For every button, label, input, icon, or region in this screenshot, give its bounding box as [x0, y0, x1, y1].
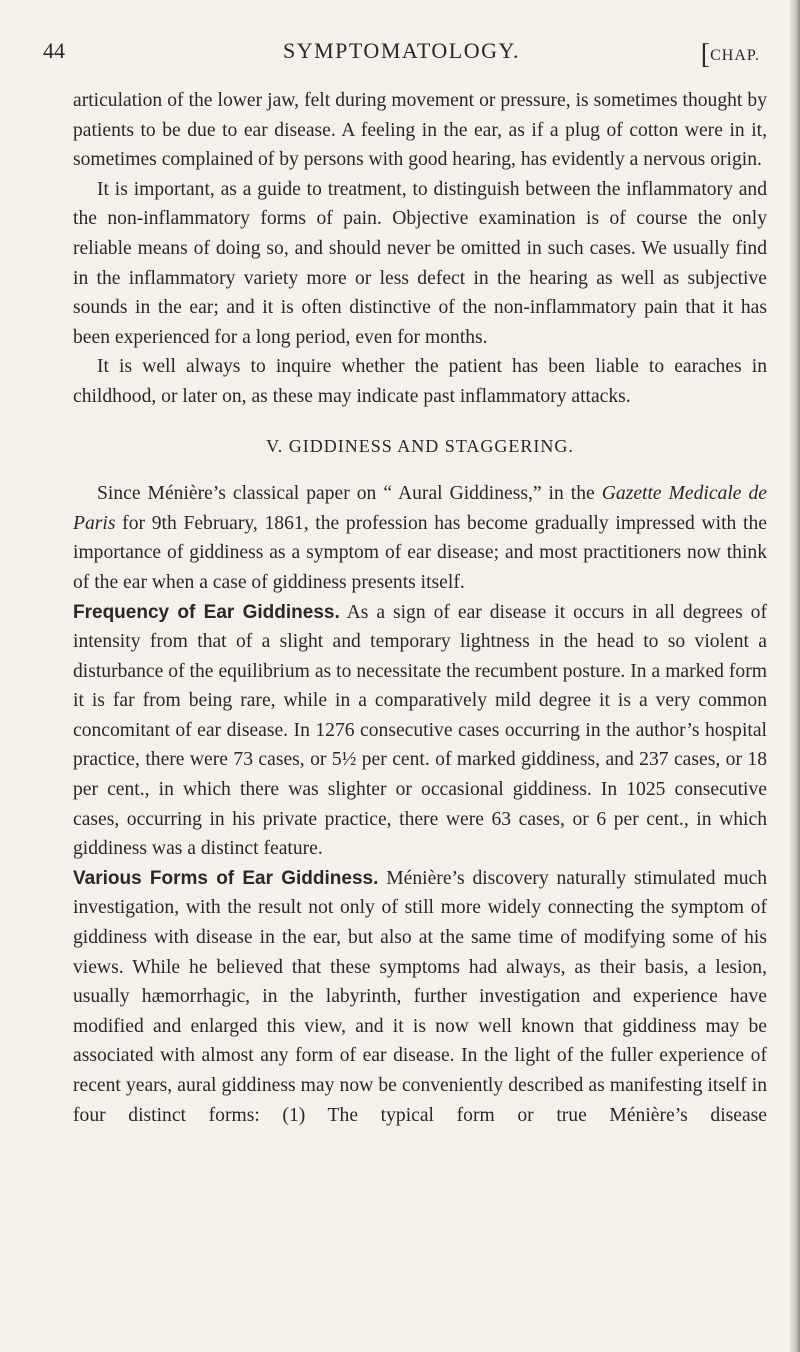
frequency-text: As a sign of ear disease it occurs in all degrees of intensity from that of a slight and temporary lightness in the head to so violent a disturbance of the equilibrium as to necessitate the recumbent posture. In a marked form it is far from being rare, while in a comparatively mild degree it is a very common concomitant of ear disease. In 1276 consecutive cases occurring in the author’s hospital practice, there were 73 cases, or 5½ per cent. of marked giddiness, and 237 cases, or 18 per cent., in which there was slighter or occasional giddiness. In 1025 consecutive cases, occurring in his private practice, there were 63 cases, or 6 per cent., in which giddiness was a distinct feature.: [73, 601, 767, 860]
running-title: SYMPTOMATOLOGY.: [282, 38, 521, 63]
section-heading: V. GIDDINESS AND STAGGERING.: [266, 435, 574, 456]
paragraph-earaches: It is well always to inquire whether the patient has been liable to earaches in childhood, or later on, as these may indicate past inflammatory attacks.: [73, 356, 767, 407]
journal-title: Gazette Medicale de Paris: [73, 483, 767, 534]
intro-text-1: Since Ménière’s classical paper on “ Aural Giddiness,” in the: [97, 483, 602, 505]
paragraph-frequency: [73, 598, 767, 864]
side-heading-frequency: Frequency of Ear Giddiness.: [73, 601, 340, 623]
page-header: [43, 38, 760, 68]
chapter-marker: [701, 36, 760, 68]
page-body: [73, 86, 767, 1130]
paragraph-pain-forms: It is important, as a guide to treatment, to distinguish between the inflammatory and the non-inflammatory forms of pain. Objective examination is of course the only reliable means of doing so, and should never be omitted in such cases. We usually find in the inflammatory variety more or less defect in the hearing as well as subjective sounds in the ear; and it is often distinctive of the non-inflammatory pain that it has been experienced for a long period, even for months.: [73, 178, 767, 348]
chapter-bracket: [: [700, 39, 711, 70]
intro-text-2: for 9th February, 1861, the profession has become gradually impressed with the importance of giddiness as a symptom of ear disease; and most practitioners now think of the ear when a case of giddiness presents itself.: [73, 512, 767, 593]
paragraph-meniere-intro: [73, 479, 767, 597]
side-heading-forms: Various Forms of Ear Giddiness.: [73, 867, 379, 889]
page-edge-shadow: [790, 0, 800, 1352]
chapter-label: CHAP.: [710, 47, 760, 64]
page-number: 44: [43, 38, 65, 63]
paragraph-continuation: articulation of the lower jaw, felt during movement or pressure, is sometimes thought by patients to be due to ear disease. A feeling in the ear, as if a plug of cotton were in it, sometimes complained of by persons with good hearing, has evidently a nervous origin.: [73, 90, 767, 171]
paragraph-forms: [73, 864, 767, 1130]
forms-text: Ménière’s discovery naturally stimulated much investigation, with the result not only of still more widely connecting the symptom of giddiness with disease in the ear, but also at the same time of modifying some of his views. While he believed that these symptoms had always, as their basis, a lesion, usually hæmorrhagic, in the labyrinth, further investigation and experience have modified and enlarged this view, and it is now well known that giddiness may be associated with almost any form of ear disease. In the light of the fuller experience of recent years, aural giddiness may now be conveniently described as manifesting itself in four distinct forms: (1) The typical form or true Ménière’s disease: [73, 867, 767, 1126]
